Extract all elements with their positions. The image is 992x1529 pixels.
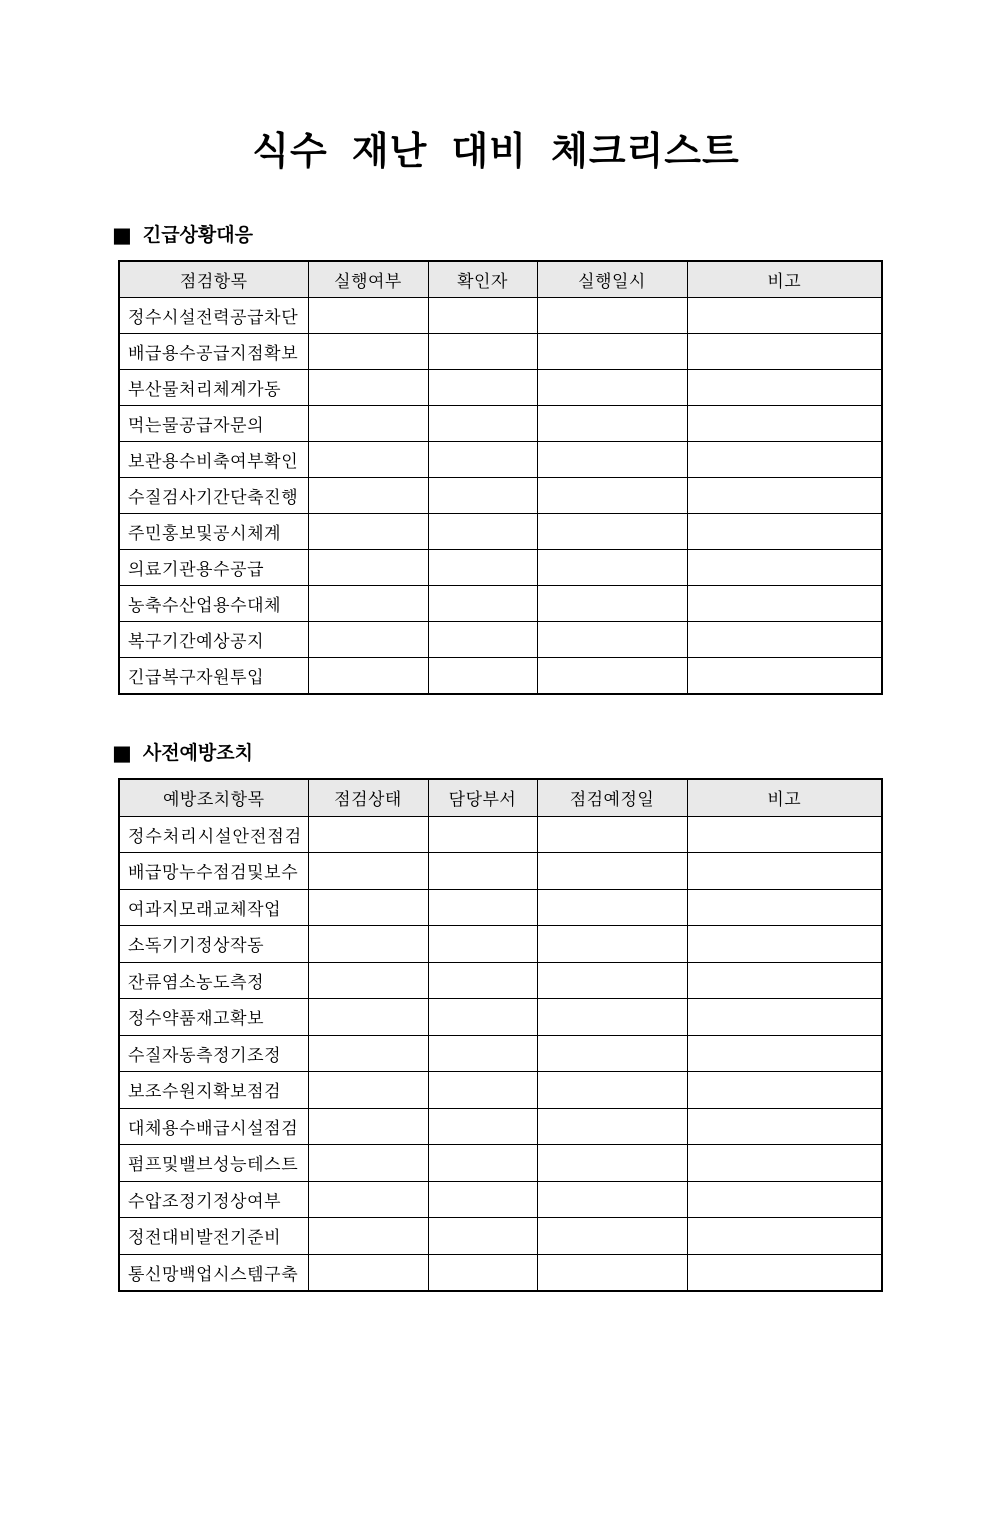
table-row [119,514,882,550]
table-row [119,550,882,586]
empty-cell [537,816,687,853]
table-row [119,334,882,370]
emergency-response-table [118,260,883,695]
empty-cell [537,1218,687,1255]
empty-cell [537,1254,687,1291]
table-row [119,816,882,853]
column-header: 점검예정일 [537,779,687,816]
item-cell: 수질검사기간단축진행 [119,478,308,514]
empty-cell [308,514,428,550]
empty-cell [428,586,537,622]
empty-cell [428,889,537,926]
empty-cell [537,1181,687,1218]
empty-cell [308,1035,428,1072]
empty-cell [428,550,537,586]
table-header-row [119,261,882,298]
empty-cell [428,370,537,406]
empty-cell [308,1181,428,1218]
item-cell: 의료기관용수공급 [119,550,308,586]
section-heading-preventive [112,740,992,766]
empty-cell [308,586,428,622]
item-cell: 긴급복구자원투입 [119,658,308,695]
empty-cell [687,1108,882,1145]
empty-cell [537,406,687,442]
empty-cell [308,1145,428,1182]
item-cell: 소독기기정상작동 [119,926,308,963]
empty-cell [537,962,687,999]
empty-cell [308,926,428,963]
item-cell: 정수약품재고확보 [119,999,308,1036]
table-row [119,853,882,890]
item-cell: 배급용수공급지점확보 [119,334,308,370]
empty-cell [308,442,428,478]
empty-cell [687,889,882,926]
empty-cell [687,1254,882,1291]
empty-cell [428,1108,537,1145]
empty-cell [428,1181,537,1218]
empty-cell [537,334,687,370]
empty-cell [428,816,537,853]
item-cell: 배급망누수점검및보수 [119,853,308,890]
column-header: 실행일시 [537,261,687,298]
empty-cell [537,622,687,658]
empty-cell [687,658,882,695]
section-emergency-response [0,222,992,695]
section-label: 사전예방조치 [142,742,253,764]
empty-cell [687,1035,882,1072]
empty-cell [687,442,882,478]
table-header-row [119,261,882,298]
empty-cell [308,298,428,334]
table-header-row [119,779,882,816]
empty-cell [687,622,882,658]
empty-cell [308,1254,428,1291]
empty-cell [687,1072,882,1109]
table-row [119,1108,882,1145]
table-row [119,1218,882,1255]
empty-cell [537,1035,687,1072]
empty-cell [537,514,687,550]
table-row [119,406,882,442]
empty-cell [308,550,428,586]
empty-cell [428,1218,537,1255]
item-cell: 보조수원지확보점검 [119,1072,308,1109]
table-row [119,926,882,963]
column-header: 확인자 [428,261,537,298]
column-header: 비고 [687,261,882,298]
empty-cell [308,816,428,853]
table-row [119,1254,882,1291]
table-row [119,622,882,658]
empty-cell [687,298,882,334]
table-row [119,1035,882,1072]
item-cell: 주민홍보및공시체계 [119,514,308,550]
empty-cell [537,853,687,890]
empty-cell [428,1072,537,1109]
document-page [0,126,992,1292]
section-heading-emergency [112,222,992,248]
item-cell: 여과지모래교체작업 [119,889,308,926]
page-title: 식수 재난 대비 체크리스트 [252,129,740,173]
empty-cell [687,370,882,406]
empty-cell [308,622,428,658]
empty-cell [308,853,428,890]
item-cell: 수압조정기정상여부 [119,1181,308,1218]
empty-cell [687,406,882,442]
column-header: 예방조치항목 [119,779,308,816]
empty-cell [537,586,687,622]
empty-cell [308,1108,428,1145]
empty-cell [308,478,428,514]
item-cell: 펌프및밸브성능테스트 [119,1145,308,1182]
empty-cell [428,442,537,478]
empty-cell [308,334,428,370]
empty-cell [537,478,687,514]
column-header: 점검상태 [308,779,428,816]
table-row [119,999,882,1036]
empty-cell [537,658,687,695]
empty-cell [687,926,882,963]
empty-cell [687,999,882,1036]
empty-cell [308,1218,428,1255]
empty-cell [308,999,428,1036]
empty-cell [308,406,428,442]
empty-cell [687,586,882,622]
column-header: 실행여부 [308,261,428,298]
table-row [119,370,882,406]
empty-cell [428,1035,537,1072]
item-cell: 먹는물공급자문의 [119,406,308,442]
table-row [119,1181,882,1218]
empty-cell [537,1072,687,1109]
empty-cell [428,478,537,514]
table-header-row [119,779,882,816]
section-preventive-measures [0,740,992,1292]
square-bullet-icon: ■ [112,741,132,765]
table-row [119,889,882,926]
empty-cell [537,999,687,1036]
square-bullet-icon: ■ [112,223,132,247]
empty-cell [428,334,537,370]
empty-cell [687,514,882,550]
item-cell: 대체용수배급시설점검 [119,1108,308,1145]
empty-cell [428,853,537,890]
item-cell: 농축수산업용수대체 [119,586,308,622]
section-label: 긴급상황대응 [142,224,253,246]
empty-cell [428,298,537,334]
table-row [119,962,882,999]
item-cell: 수질자동측정기조정 [119,1035,308,1072]
empty-cell [428,658,537,695]
empty-cell [428,926,537,963]
empty-cell [687,550,882,586]
empty-cell [537,298,687,334]
empty-cell [308,370,428,406]
item-cell: 복구기간예상공지 [119,622,308,658]
empty-cell [537,1108,687,1145]
item-cell: 정수처리시설안전점검 [119,816,308,853]
empty-cell [428,406,537,442]
table-row [119,586,882,622]
empty-cell [537,550,687,586]
empty-cell [687,853,882,890]
empty-cell [687,962,882,999]
empty-cell [428,1254,537,1291]
table-row [119,1072,882,1109]
empty-cell [537,1145,687,1182]
empty-cell [537,370,687,406]
empty-cell [687,334,882,370]
empty-cell [537,442,687,478]
empty-cell [308,658,428,695]
empty-cell [687,1218,882,1255]
column-header: 담당부서 [428,779,537,816]
empty-cell [308,889,428,926]
table-row [119,298,882,334]
table-row [119,442,882,478]
empty-cell [428,1145,537,1182]
table-row [119,1145,882,1182]
empty-cell [428,962,537,999]
item-cell: 잔류염소농도측정 [119,962,308,999]
item-cell: 부산물처리체계가동 [119,370,308,406]
empty-cell [537,926,687,963]
empty-cell [537,889,687,926]
empty-cell [687,816,882,853]
table-row [119,658,882,695]
item-cell: 통신망백업시스템구축 [119,1254,308,1291]
column-header: 점검항목 [119,261,308,298]
empty-cell [428,514,537,550]
empty-cell [428,622,537,658]
empty-cell [308,1072,428,1109]
item-cell: 보관용수비축여부확인 [119,442,308,478]
empty-cell [308,962,428,999]
item-cell: 정전대비발전기준비 [119,1218,308,1255]
empty-cell [687,1145,882,1182]
table-row [119,478,882,514]
column-header: 비고 [687,779,882,816]
empty-cell [687,478,882,514]
item-cell: 정수시설전력공급차단 [119,298,308,334]
preventive-measures-table [118,778,883,1292]
empty-cell [428,999,537,1036]
empty-cell [687,1181,882,1218]
